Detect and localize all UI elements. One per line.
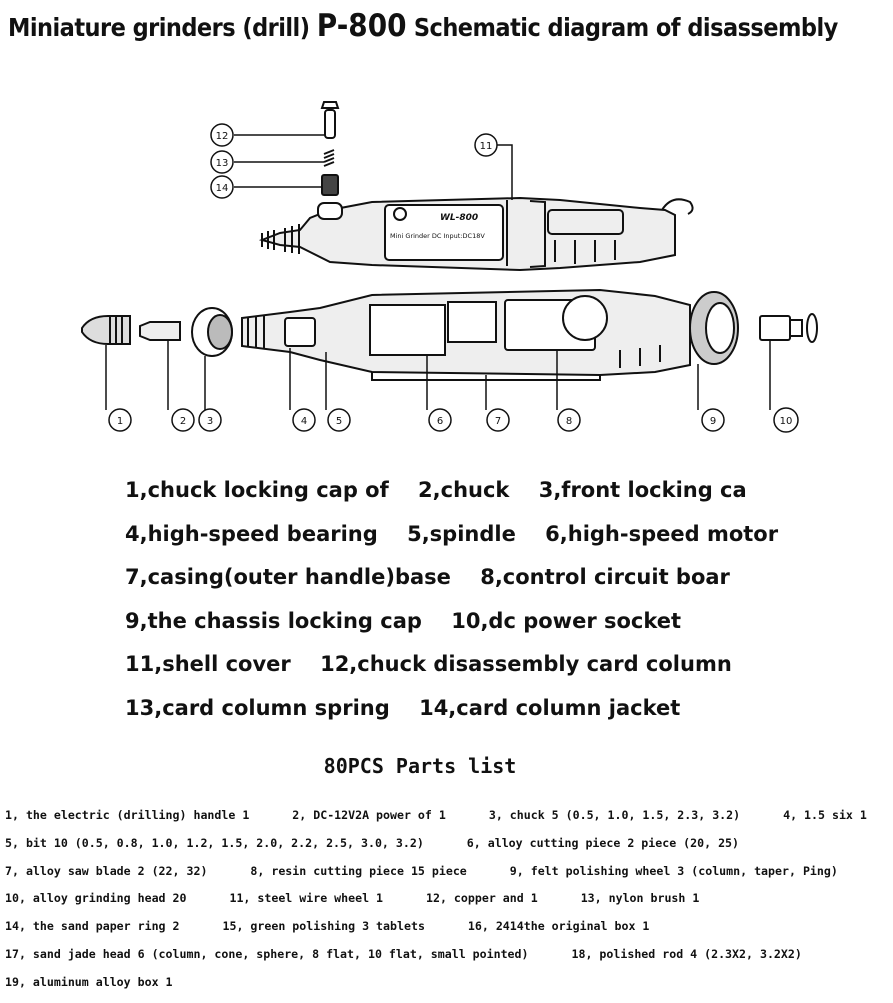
- svg-text:4: 4: [300, 416, 308, 427]
- svg-text:11: 11: [479, 141, 493, 152]
- parts-item: 11, steel wire wheel 1: [229, 891, 384, 906]
- legend-item: 3,front locking ca: [538, 478, 747, 502]
- exploded-parts-illustration: [82, 290, 817, 380]
- parts-row: [5, 947, 885, 975]
- svg-text:14: 14: [215, 183, 229, 194]
- svg-text:9: 9: [709, 416, 717, 427]
- svg-text:6: 6: [436, 416, 444, 427]
- parts-item: 6, alloy cutting piece 2 piece (20, 25): [466, 835, 740, 850]
- parts-item: 19, aluminum alloy box 1: [5, 974, 173, 989]
- legend-item: 5,spindle: [407, 521, 516, 546]
- parts-item: 16, 2414the original box 1: [467, 919, 650, 934]
- legend-item: 10,dc power socket: [451, 608, 682, 633]
- callout-9: [702, 409, 724, 431]
- parts-item: 18, polished rod 4 (2.3X2, 3.2X2): [571, 946, 802, 961]
- parts-item: 17, sand jade head 6 (column, cone, sphere, 8 flat, 10 flat, small pointed): [5, 946, 529, 961]
- legend-row: [125, 522, 845, 566]
- legend-item: 8,control circuit boar: [480, 565, 730, 590]
- parts-item: 15, green polishing 3 tablets: [222, 919, 425, 934]
- parts-legend: [125, 478, 845, 740]
- svg-text:5: 5: [335, 416, 343, 427]
- svg-text:13: 13: [215, 158, 229, 169]
- parts-list-title: 80PCS Parts list: [323, 754, 517, 778]
- legend-item: 12,chuck disassembly card column: [320, 652, 732, 677]
- parts-item: 10, alloy grinding head 20: [5, 891, 187, 906]
- parts-item: 3, chuck 5 (0.5, 1.0, 1.5, 2.3, 3.2): [488, 808, 741, 822]
- legend-item: 1,chuck locking cap of: [125, 478, 389, 502]
- legend-item: 7,casing(outer handle)base: [125, 565, 451, 590]
- callout-1: [109, 409, 131, 431]
- legend-row: [125, 478, 845, 522]
- svg-text:8: 8: [565, 416, 573, 427]
- legend-item: 13,card column spring: [125, 695, 390, 720]
- parts-row: [5, 808, 885, 836]
- svg-text:1: 1: [116, 416, 124, 427]
- legend-item: 6,high-speed motor: [545, 521, 779, 546]
- page-title: [8, 8, 838, 44]
- callout-3: [199, 409, 221, 431]
- legend-row: [125, 696, 845, 740]
- legend-row: [125, 565, 845, 609]
- callout-11: [475, 134, 497, 156]
- grinder-brand-text: WL-800: [440, 213, 479, 223]
- callout-13: [211, 151, 233, 173]
- callout-10: [774, 408, 798, 432]
- callout-4: [293, 409, 315, 431]
- callout-5: [328, 409, 350, 431]
- title-prefix: Miniature grinders (drill): [8, 13, 310, 42]
- grinder-shell-illustration: [262, 102, 693, 270]
- parts-row: [5, 836, 885, 864]
- parts-row: [5, 864, 885, 892]
- parts-item: 4, 1.5 six 1: [783, 808, 867, 822]
- legend-item: 9,the chassis locking cap: [125, 608, 422, 633]
- parts-item: 5, bit 10 (0.5, 0.8, 1.0, 1.2, 1.5, 2.0, 2.2, 2.5, 3.0, 3.2): [5, 835, 424, 850]
- title-suffix: Schematic diagram of disassembly: [413, 13, 838, 42]
- svg-text:7: 7: [494, 416, 502, 427]
- svg-text:2: 2: [179, 416, 187, 427]
- legend-item: 4,high-speed bearing: [125, 521, 378, 546]
- parts-item: 8, resin cutting piece 15 piece: [250, 863, 467, 878]
- callout-14: [211, 176, 233, 198]
- callout-12: [211, 124, 233, 146]
- callout-2: [172, 409, 194, 431]
- parts-item: 13, nylon brush 1: [580, 891, 700, 906]
- legend-item: 2,chuck: [418, 478, 510, 502]
- legend-row: [125, 609, 845, 653]
- parts-item: 12, copper and 1: [426, 891, 538, 906]
- legend-item: 11,shell cover: [125, 652, 291, 677]
- parts-item: 1, the electric (drilling) handle 1: [5, 808, 250, 822]
- legend-item: 14,card column jacket: [419, 695, 681, 720]
- legend-row: [125, 652, 845, 696]
- parts-row: [5, 919, 885, 947]
- parts-list: [5, 808, 885, 1003]
- callout-8: [558, 409, 580, 431]
- svg-text:10: 10: [779, 416, 793, 427]
- parts-row: [5, 891, 885, 919]
- callout-6: [429, 409, 451, 431]
- parts-item: 2, DC-12V2A power of 1: [292, 808, 446, 822]
- parts-item: 9, felt polishing wheel 3 (column, taper, Ping): [509, 863, 838, 878]
- parts-item: 7, alloy saw blade 2 (22, 32): [5, 863, 208, 878]
- title-model: P-800: [316, 8, 407, 44]
- svg-text:12: 12: [215, 131, 229, 142]
- grinder-spec-text: Mini Grinder DC Input:DC18V: [390, 232, 485, 240]
- parts-item: 14, the sand paper ring 2: [5, 919, 180, 934]
- callout-7: [487, 409, 509, 431]
- svg-text:3: 3: [206, 416, 214, 427]
- exploded-diagram: [0, 90, 893, 440]
- parts-row: [5, 975, 885, 1003]
